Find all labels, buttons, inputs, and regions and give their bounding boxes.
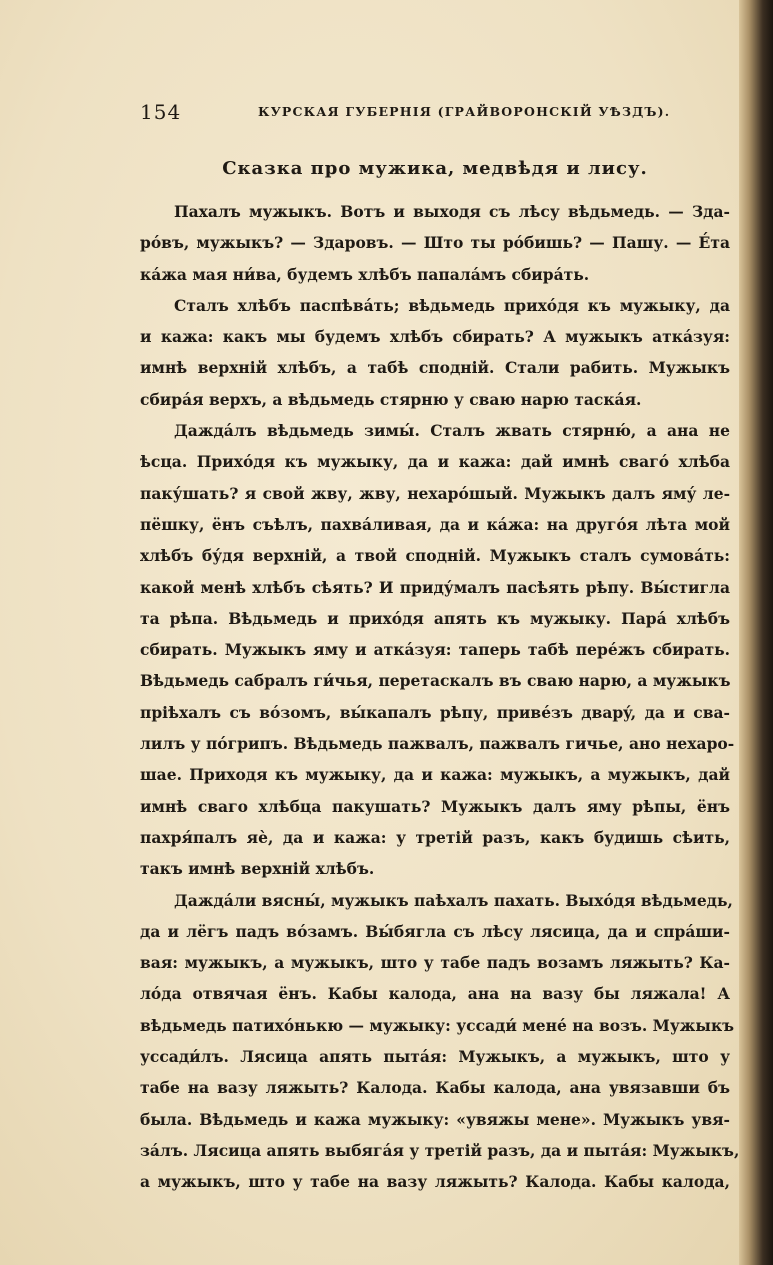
story-body: [140, 196, 740, 1198]
text-line: та рѣпа. Вѣдьмедь и прихо́дя апять къ мужыку. Пара́ хлѣбъ: [140, 608, 730, 628]
text-line: ѣсца. Прихо́дя къ мужыку, да и кажа: дай имнѣ сваго́ хлѣба: [140, 452, 730, 472]
text-line: сбира́я верхъ, а вѣдьмедь стярню у сваю нарю таска́я.: [140, 389, 642, 409]
text-line: Пахалъ мужыкъ. Вотъ и выходя съ лѣсу вѣдьмедь. — Зда-: [174, 202, 730, 221]
text-line: сбирать. Мужыкъ яму и атка́зуя: таперь табѣ перéжъ сбирать.: [140, 640, 730, 660]
text-line: такъ имнѣ верхній хлѣбъ.: [140, 859, 375, 879]
text-line: Сталъ хлѣбъ паспѣва́ть; вѣдьмедь прихо́дя къ мужыку, да: [174, 295, 730, 315]
text-line: уссади́лъ. Лясица апять пытáя: Мужыкъ, а мужыкъ, што у: [140, 1047, 730, 1067]
text-line: прiѣхалъ съ во́зомъ, вы́капалъ рѣпу, приве́зъ дварý, да и сва-: [140, 702, 730, 722]
running-head: КУРСКАЯ ГУБЕРНІЯ (ГРАЙВОРОНСКІЙ УѢЗДЪ).: [258, 104, 671, 119]
text-line: и кажа: какъ мы будемъ хлѣбъ сбирать? А мужыкъ атка́зуя:: [140, 327, 730, 347]
text-line: ро́въ, мужыкъ? — Здаровъ. — Што ты ро́бишь? — Пашу. — Е́та: [140, 233, 730, 253]
text-line: какой менѣ хлѣбъ сѣять? И приду́малъ пасѣять рѣпу. Вы́стигла: [140, 577, 730, 597]
text-line: за́лъ. Лясица апять выбягáя у третiй разъ, да и пытáя: Мужыкъ,: [140, 1140, 740, 1160]
text-line: Даждáли вясны́, мужыкъ паѣхалъ пахать. Выхо́дя вѣдьмедь,: [174, 890, 733, 910]
text-line: имнѣ верхній хлѣбъ, а табѣ споднiй. Стали рабить. Мужыкъ: [140, 358, 730, 378]
text-line: ка́жа мая ни́ва, будемъ хлѣбъ папала́мъ сбира́ть.: [140, 264, 590, 284]
page-header: [140, 100, 730, 132]
text-line: была. Вѣдьмедь и кажа мужыку: «увяжы мене». Мужыкъ увя-: [140, 1109, 730, 1129]
text-line: пёшку, ёнъ съѣлъ, пахва́ливая, да и ка́жа: на другóя лѣта мой: [140, 514, 730, 534]
text-line: пахря́палъ яѐ, да и кажа: у третiй разъ, какъ будишь сѣить,: [140, 827, 730, 847]
text-line: паку́шать? я свой жву, жву, нехаро́шый. Мужыкъ далъ яму́ ле-: [140, 483, 730, 503]
page-number: 154: [140, 100, 182, 124]
text-line: хлѣбъ бу́дя верхній, а твой споднiй. Мужыкъ сталъ сумова́ть:: [140, 546, 730, 566]
text-line: вая: мужыкъ, а мужыкъ, што у табе падъ возамъ ляжыть? Ка-: [140, 953, 730, 973]
text-line: а мужыкъ, што у табе на вазу ляжыть? Калода. Кабы калода,: [140, 1172, 730, 1192]
book-spine-shadow: [739, 0, 773, 1265]
text-line: Даждáлъ вѣдьмедь зимы́. Сталъ жвать стярню́, а ана не: [174, 421, 730, 441]
text-line: да и лёгъ падъ во́замъ. Вы́бягла съ лѣсу лясица, да и спра́ши-: [140, 921, 730, 941]
text-line: шае. Приходя къ мужыку, да и кажа: мужыкъ, а мужыкъ, дай: [140, 765, 730, 785]
text-line: табе на вазу ляжыть? Калода. Кабы калода, ана увязавши бъ: [140, 1078, 730, 1098]
text-line: вѣдьмедь патихо́нькю — мужыку: уссади́ менé на возъ. Мужыкъ: [140, 1015, 735, 1035]
text-line: лилъ у пóгрипъ. Вѣдьмедь пажвалъ, пажвалъ гичье, ано нехаро-: [140, 734, 735, 754]
story-title: Сказка про мужика, медвѣдя и лису.: [222, 158, 648, 179]
text-line: лóда отвячая ёнъ. Кабы калода, ана на вазу бы ляжала! А: [140, 984, 730, 1004]
text-line: имнѣ сваго хлѣбца пакушать? Мужыкъ далъ яму рѣпы, ёнъ: [140, 796, 730, 816]
text-line: Вѣдьмедь сабралъ ги́чья, перетаскалъ въ сваю нарю, а мужыкъ: [140, 671, 731, 691]
